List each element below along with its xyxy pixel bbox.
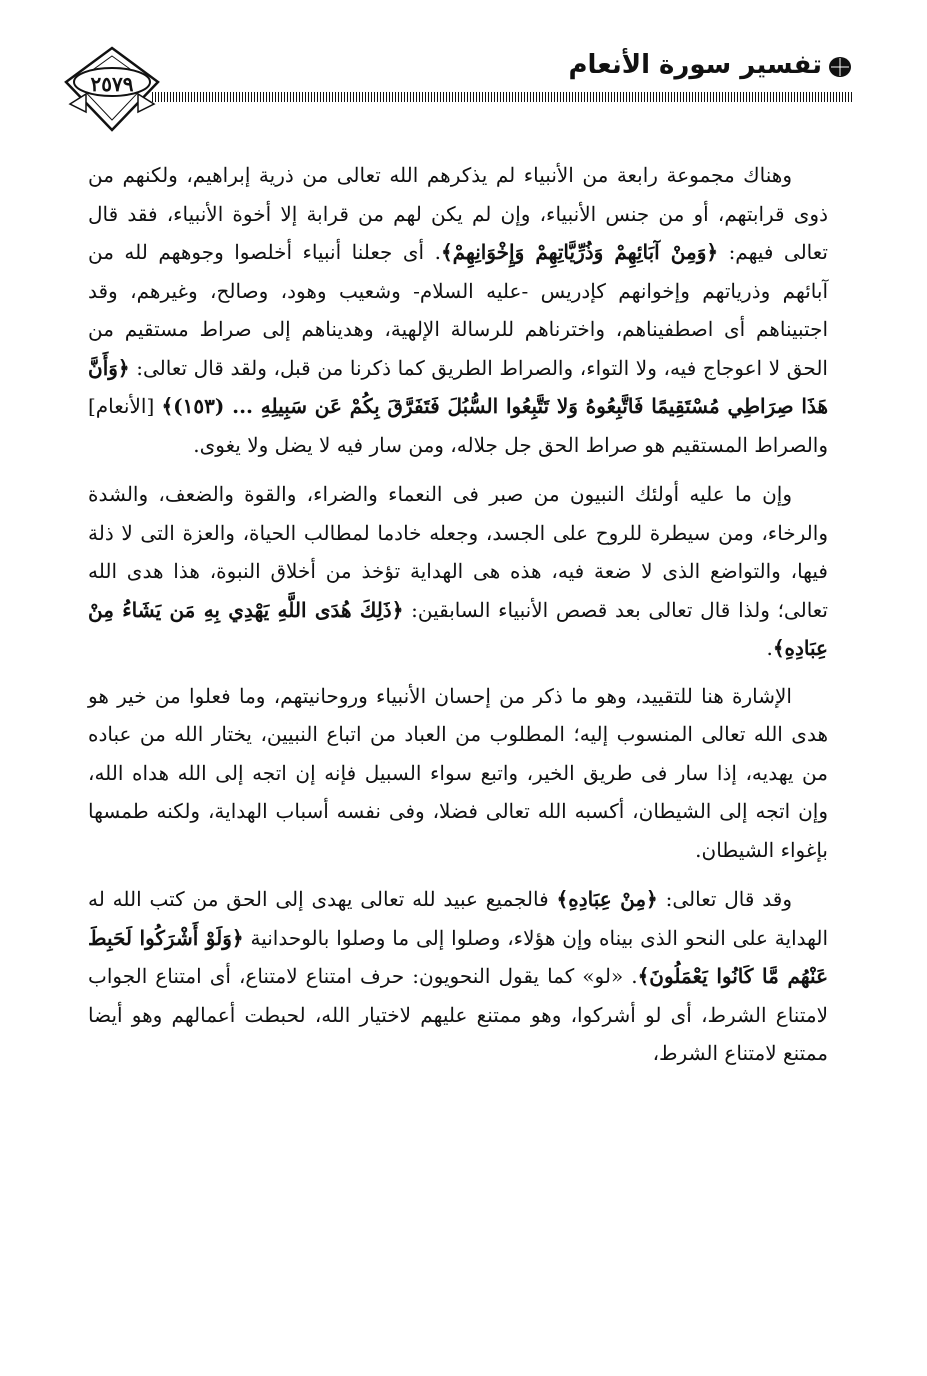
header-rule [152, 92, 852, 102]
text-run: وإن ما عليه أولئك النبيون من صبر فى النعماء والضراء، والقوة والضعف، والشدة والرخاء، ومن سيطرة للروح على الجسد، وجعله خادما لمطالب الحياة، والعزة التى لا ذلة فيها، والتواضع الذى لا ضعة فيه، هذه هى الهداية تؤخذ من أخلاق النبوة، هذا هدى الله تعالى؛ ولذا قال تعالى بعد قصص الأنبياء السابقين: [88, 482, 829, 622]
ornament-icon [828, 56, 852, 78]
paragraph [88, 677, 828, 870]
quran-verse: ﴿ذَلِكَ هُدَى اللَّهِ يَهْدِي بِهِ مَن يَشَاءُ مِنْ عِبَادِهِ﴾ [88, 597, 828, 660]
quran-verse: ﴿مِنْ عِبَادِهِ﴾ [556, 887, 658, 911]
text-run: وقد قال تعالى: [657, 887, 792, 911]
text-run: [الأنعام] والصراط المستقيم هو صراط الحق جل جلاله، ومن سار فيه لا يضل ولا يغوى. [88, 394, 828, 457]
text-run: وهناك مجموعة رابعة من الأنبياء لم يذكرهم الله تعالى من ذرية إبراهيم، ولكنهم من ذوى قرابتهم، أو من جنس الأنبياء، وإن لم يكن لهم من قرابة إلا أخوة الأنبياء، فقد قال تعالى فيهم: [88, 163, 828, 264]
paragraph [88, 156, 828, 464]
text-run: الإشارة هنا للتقييد، وهو ما ذكر من إحسان الأنبياء وروحانيتهم، وما فعلوا من خير هو هدى الله تعالى المنسوب إليه؛ المطلوب من العباد من اتباع النبيين، يختار الله من عباده من يهديه، إذا سار فى طريق الخير، واتبع سواء السبيل فإنه إن اتجه إلى الله هداه الله، وإن اتجه إلى الشيطان، أكسبه الله تعالى فضلا، وفى نفسه أسباب الهداية، ولكنه طمسها بإغواء الشيطان. [88, 683, 828, 862]
text-run: . «لو» كما يقول النحويون: حرف امتناع لامتناع، أى امتناع الجواب لامتناع الشرط، أى لو أشركوا، وهو ممتنع عليهم لاختيار الله، لحبطت أعمالهم وهو أيضا ممتنع لامتناع الشرط، [88, 964, 828, 1065]
quran-verse: ﴿وَمِنْ آبَائِهِمْ وَذُرِّيَّاتِهِمْ وَإِخْوَانِهِمْ﴾ [440, 240, 719, 264]
quran-verse: ﴿وَلَوْ أَشْرَكُوا لَحَبِطَ عَنْهُم مَّا كَانُوا يَعْمَلُونَ﴾ [88, 925, 828, 988]
header-title: تفسير سورة الأنعام [568, 50, 822, 80]
paragraph [88, 880, 828, 1073]
text-run: . أى جعلنا أنبياء أخلصوا وجوههم لله من آبائهم وذرياتهم وإخوانهم كإدريس -عليه السلام- وشعيب وهود، وصالح، وغيرهم، وقد اجتبيناهم أى اصطفيناهم، واخترناهم للرسالة الإلهية، وهديناهم إلى صراط مستقيم من الحق لا اعوجاج فيه، ولا التواء، والصراط الطريق كما ذكرنا من قبل، ولقد قال تعالى: [88, 240, 828, 380]
text-run: . [766, 636, 773, 660]
body-text [88, 156, 828, 1073]
paragraph [88, 475, 828, 668]
text-run: فالجميع عبيد لله تعالى يهدى إلى الحق من كتب الله له الهداية على النحو الذى بيناه وإن هؤلاء، وصلوا إلى ما وصلوا بالوحدانية [88, 887, 829, 950]
page-number: ٢٥٧٩ [90, 72, 134, 96]
quran-verse: ﴿وَأَنَّ هَذَا صِرَاطِي مُسْتَقِيمًا فَاتَّبِعُوهُ وَلا تَتَّبِعُوا السُّبُلَ فَتَفَرَّقَ بِكُمْ عَن سَبِيلِهِ ... (١٥٣)﴾ [88, 355, 828, 418]
page-header [62, 42, 852, 142]
